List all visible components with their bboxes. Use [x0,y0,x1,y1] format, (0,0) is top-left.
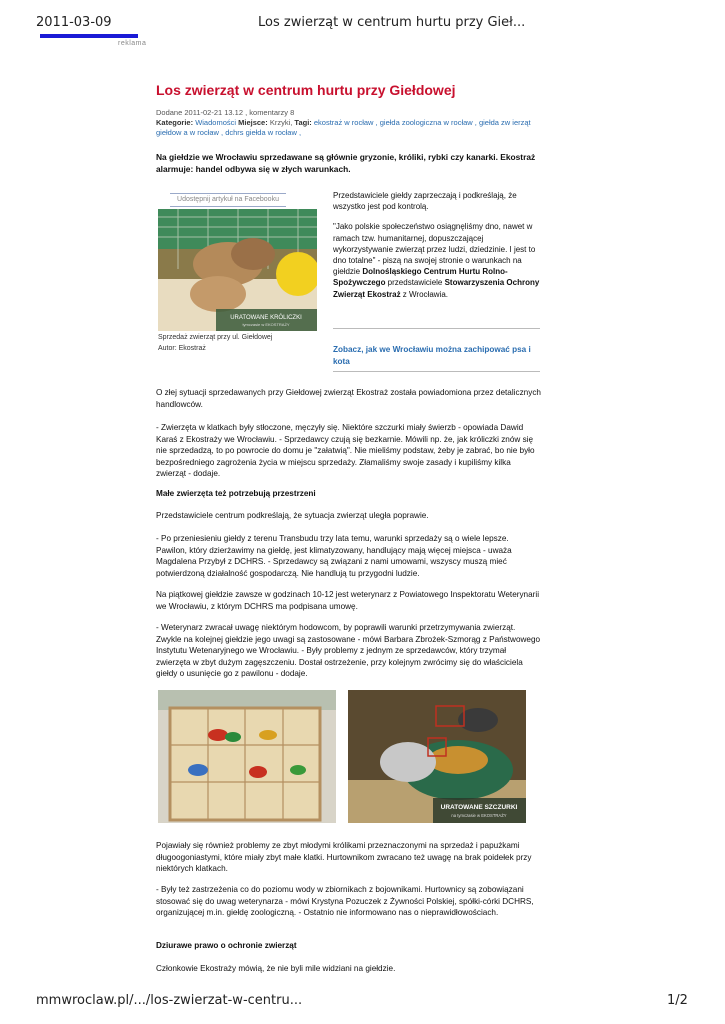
ad-bar[interactable] [40,34,138,38]
article-title: Los zwierząt w centrum hurtu przy Giełdowej [156,82,456,98]
paragraph: Członkowie Ekostraży mówią, że nie byli mile widziani na giełdzie. [156,964,396,973]
rats-overlay-title: URATOWANE SZCZURKI [440,804,518,811]
side-paragraph-1: Przedstawiciele giełdy zaprzeczają i podkreślają, że wszystko jest pod kontrolą. [333,191,517,212]
page-number: 1/2 [667,993,688,1008]
paragraph: Na piątkowej giełdzie zawsze w godzinach 10-12 jest weterynarz z Powiatowego Inspektoratu Weterynarii we Wrocławiu, z którym DCHRS ma podpisana umowę. [156,590,540,611]
photo-author: Autor: Ekostraż [158,345,206,352]
parrots-photo [158,690,336,823]
footer-url: mmwroclaw.pl/.../los-zwierzat-w-centru... [36,993,303,1008]
paragraph: O złej sytuacji sprzedawanych przy Giełdowej zwierząt Ekostraż została powiadomiona przez detalicznych handlowców. [156,388,541,409]
tags-label: Tagi: [294,118,312,127]
rats-overlay-sub: na tymczasie w EKOSTRAŻY [451,813,507,818]
rats-photo [348,690,526,823]
rabbits-overlay-title: URATOWANE KRÓLICZKI [230,315,302,321]
subheading: Dziurawe prawo o ochronie zwierząt [156,941,297,950]
side-text [333,190,540,309]
subheading: Małe zwierzęta też potrzebują przestrzeni [156,489,316,498]
categories-label: Kategorie: [156,118,194,127]
tags-links[interactable]: ekostraż w rocław , giełda zoologiczna w rocław , giełda zw ierząt giełdow a w rocław , dchrs giełda w rocław , [156,118,531,137]
paragraph: Przedstawiciele centrum podkreślają, że sytuacja zwierząt uległa poprawie. [156,511,429,520]
place-value: Krzyki, [269,118,293,127]
paragraph: - Po przeniesieniu giełdy z terenu Transbudu trzy lata temu, warunki sprzedaży są o wiele lepsze. Pawilon, który dzierżawimy na giełdę, jest klimatyzowany, handlujący mają więcej miejsca - uważa Magdalena Przybył z DCHRS. - Sprzedawcy są związani z nami umowami, wszyscy muszą mieć potwierdzoną działalność gospodarczą. Nie handlują tu przygodni ludzie. [156,534,512,578]
ad-label: reklama [118,40,147,47]
paragraph: - Były też zastrzeżenia co do poziomu wody w zbiornikach z bojownikami. Hurtownicy są zobowiązani stosować się do uwag weterynarza - mówi Krystyna Pozuczek z Żywności Polskiej, spółki-córki DCHRS, organizującej m.in. giełdę zoologiczną. - Ostatnio nie informowano nas o nieprawidłowościach. [156,885,534,917]
rabbits-photo [158,209,317,331]
article-lead: Na giełdzie we Wrocławiu sprzedawane są głównie gryzonie, króliki, rybki czy kanarki. Ekostraż alarmuje: handel odbywa się w złych warunkach. [156,152,536,174]
side-paragraph-2: "Jako polskie społeczeństwo osiągnęliśmy dno, nawet w ramach tzw. humanitarnej, dopuszczającej wykorzystywanie zwierząt przez ludzi, dziedzinie. I jest to dno totalne" - piszą na swojej stronie o warunkach na giełdzie Dolnośląskiego Centrum Hurtu Rolno-Spożywczego przedstawiciele Stowarzyszenia Ochrony Zwierząt Ekostraż z Wrocławia. [333,222,540,299]
divider-top [333,328,540,329]
see-also-link[interactable]: Zobacz, jak we Wrocławiu można zachipować psa i kota [333,345,531,366]
paragraph: Pojawiały się również problemy ze zbyt młodymi królikami przeznaczonymi na sprzedaż i papużkami długoogoniastymi, które miały zbyt małe klatki. Hurtownikom zwracano też uwagę na brak poidełek przy niektórych klatkach. [156,841,532,873]
photo-caption: Sprzedaż zwierząt przy ul. Giełdowej [158,334,273,341]
print-date: 2011-03-09 [36,15,112,30]
divider-bottom [333,371,540,372]
paragraph: - Weterynarz zwracał uwagę niektórym hodowcom, by poprawili warunki przetrzymywania zwierząt. Zwykle na kolejnej giełdzie jego uwagi są zastosowane - mówi Barbara Zbrożek-Szmorąg z Państwowego Instytutu Wetenaryjnego we Wrocławiu. - Były problemy z jednym ze sprzedawców, który trzymał zwierzęta w zbyt dużym zagęszczeniu. Dostał ostrzeżenie, przy kolejnym zwrócimy się do właściciela giełdy o usunięcie go z pawilonu - dodaje. [156,623,541,678]
article-meta [156,108,541,138]
print-page-title: Los zwierząt w centrum hurtu przy Gieł... [258,15,526,30]
paragraph: - Zwierzęta w klatkach były stłoczone, męczyły się. Niektóre szczurki miały świerzb - opowiada Dawid Karaś z Ekostraży we Wrocławiu. - Sprzedawcy czują się bezkarnie. Mówili np. że, jak króliczki znów się nie sprzedadzą, to po powrocie do domu je "załatwią". Nie mieliśmy podstaw, żeby je zabrać, bo nie było bezpośredniego zagrożenia życia w miejscu sprzedaży. Złamaliśmy swoje zasady i kupiliśmy kilka zwierząt - dodaje. [156,423,535,478]
rabbits-overlay-sub: tymczasie w EKOSTRAŻY [242,322,290,327]
facebook-share-button[interactable]: Udostępnij artykuł na Facebooku [170,193,286,207]
date-comments: Dodane 2011-02-21 13.12 , komentarzy 8 [156,108,295,117]
place-label: Miejsce: [238,118,268,127]
category-link[interactable]: Wiadomości [195,118,237,127]
